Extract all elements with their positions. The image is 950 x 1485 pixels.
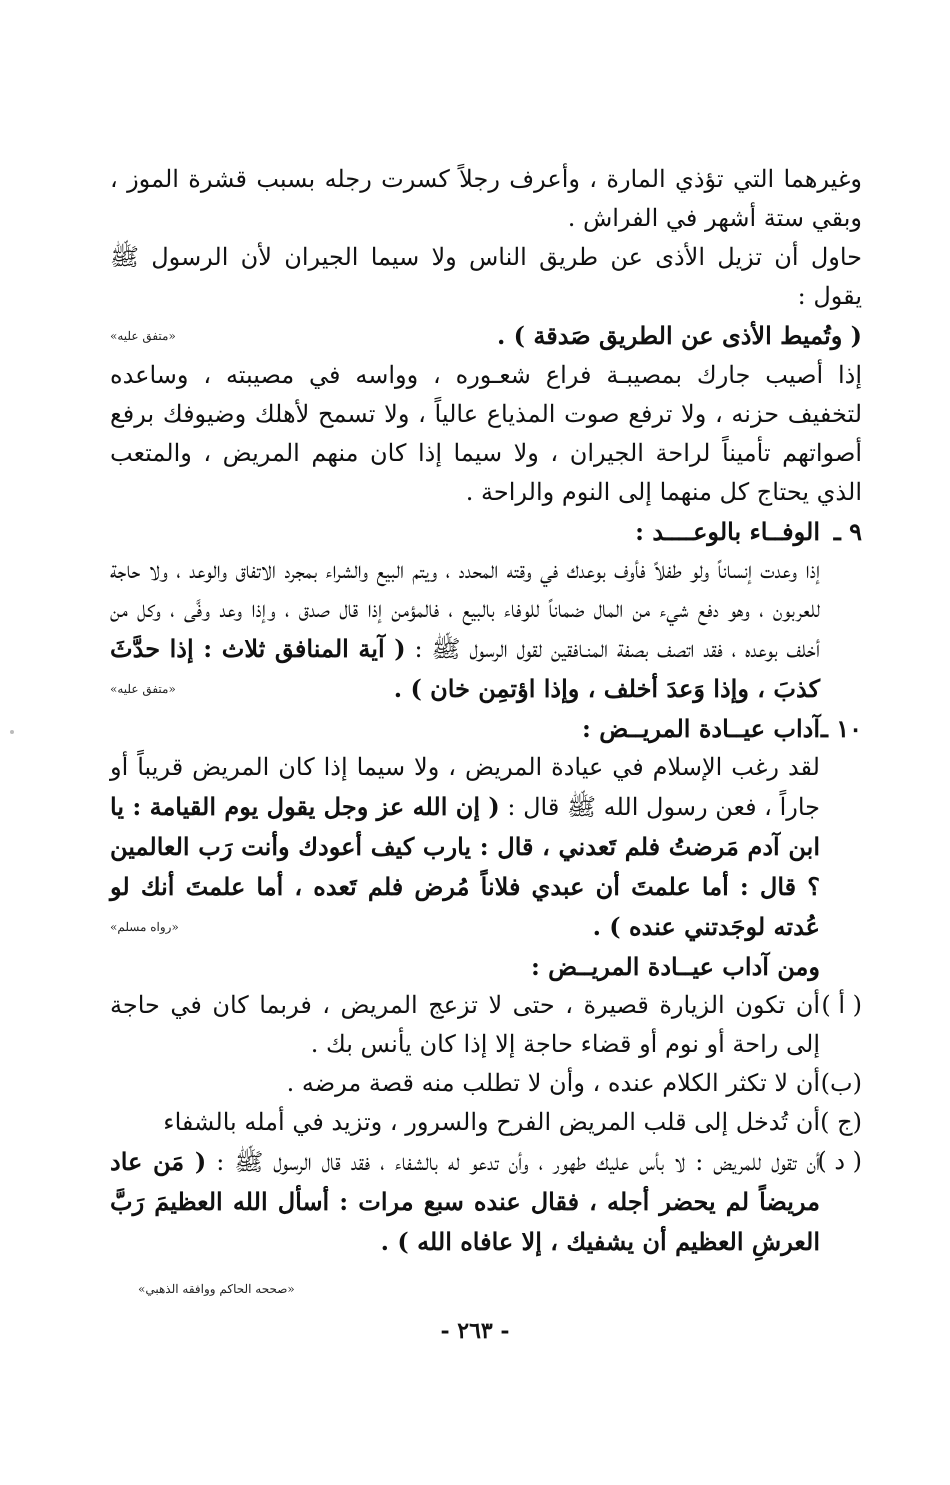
list-item-b-text: أن لا تكثر الكلام عنده ، وأن لا تطلب منه قصة مرضه . [286, 1069, 820, 1097]
paragraph-1: وغيرهما التي تؤذي المارة ، وأعرف رجلاً كسرت رجله بسبب قشرة الموز ، وبقي ستة أشهر في الفراش . [110, 165, 862, 232]
hadith-source-2: «متفق عليه» [110, 682, 176, 696]
hadith-quote-1: ( وتُميط الأذى عن الطريق صَدقة ) . [496, 321, 862, 350]
paragraph-4-text: إذا وعدت إنساناً ولو طفلاً فأوف بوعدك في وقته المحدد ، ويتم البيع والشراء بمجرد الاتفاق والوعد ، ولا حاجة للعربون ، وهو دفع شيء من المال ضماناً للوفاء بالبيع ، فالمؤمن إذا قال صدق ، وإذا وعد وفَّى ، وكل من أخلف بوعده ، فقد اتصف بصفة المنـافقين لقول الرسول ﷺ : [110, 556, 821, 663]
list-item-c-text: أن تُدخل إلى قلب المريض الفرح والسرور ، وتزيد في أمله بالشفاء [163, 1108, 820, 1136]
paragraph-5-intro: لقد رغب الإسلام في عيادة المريض ، ولا سيما إذا كان المريض قريباً أو جاراً ، فعن رسول الله ﷺ قال : [110, 753, 820, 821]
paragraph-3: إذا أصيب جارك بمصيبـة فراع شعـوره ، وواسه في مصيبته ، وساعده لتخفيف حزنه ، ولا ترفع صوت المذياع عالياً ، ولا تسمح لأهلك وضيوفك برفع أصواتهم تأميناً لراحة الجيران ، ولا سيما إذا كان منهم المريض ، والمتعب الذي يحتاج كل منهما إلى النوم والراحة . [110, 361, 863, 506]
list-item-a [110, 986, 862, 1064]
section-title-10: آداب عيــادة المريــض : [582, 714, 820, 743]
hadith-source-1: «متفق عليه» [110, 329, 176, 343]
section-heading-9 [110, 512, 862, 551]
section-title-9: الوفــاء بالوعــــد : [635, 517, 820, 546]
list-item-a-label: ( أ ) [821, 991, 862, 1019]
section-heading-10 [110, 709, 862, 748]
paragraph-2 [110, 238, 862, 356]
page-body [110, 160, 862, 1262]
list-item-b [110, 1064, 862, 1103]
section-number-10: ١٠ ـ [820, 714, 862, 743]
page-number: - ٢٦٣ - [440, 1318, 510, 1344]
list-item-d-label: ( د ) [817, 1147, 862, 1175]
list-item-c-label: (ج ) [820, 1108, 862, 1136]
paragraph-5 [110, 748, 862, 947]
list-item-b-label: (ب) [820, 1069, 862, 1097]
paragraph-6: ومن آداب عيــادة المريــض : [530, 952, 820, 981]
hadith-quote-2: ( آية المنافق ثلاث : إذا حدَّثَ كذبَ ، وإذا وَعدَ أخلف ، وإذا اؤتمِن خان ) . [110, 634, 820, 703]
list-item-d-text: أن تقول للمريض : لا بأس عليك طهور ، وأن تدعو له بالشفاء ، فقد قال الرسول ﷺ : [216, 1148, 821, 1176]
hadith-quote-3: ( إن الله عز وجل يقول يوم القيامة : يا ابن آدم مَرضتُ فلم تَعدني ، قال : يارب كيف أعودك وأنت رَب العالمين ؟ قال : أما علمتَ أن عبدي فلاناً مُرض فلم تَعده ، أما علمتَ أنك لو عُدته لوجَدتني عنده ) . [110, 792, 820, 941]
margin-mark [10, 730, 14, 734]
section-number-9: ٩ ـ [833, 517, 862, 546]
list-item-c [110, 1103, 862, 1142]
list-item-d [110, 1142, 862, 1262]
hadith-source-4: «صححه الحاكم ووافقه الذهبي» [138, 1282, 295, 1296]
paragraph-2-intro: حاول أن تزيل الأذى عن طريق الناس ولا سيما الجيران لأن الرسول ﷺ يقول : [110, 243, 862, 310]
list-item-a-text: أن تكون الزيارة قصيرة ، حتى لا تزعج المريض ، فربما كان في حاجة إلى راحة أو نوم أو قضاء حاجة إلا إذا كان يأنس بك . [110, 991, 820, 1058]
paragraph-4 [110, 551, 862, 709]
hadith-source-3: «رواه مسلم» [110, 920, 179, 934]
hadith-quote-4: ( مَن عاد مريضاً لم يحضر أجله ، فقال عنده سبع مرات : أسأل الله العظيمَ رَبَّ العرشِ العظيم أن يشفيك ، إلا عافاه الله ) . [110, 1147, 820, 1256]
